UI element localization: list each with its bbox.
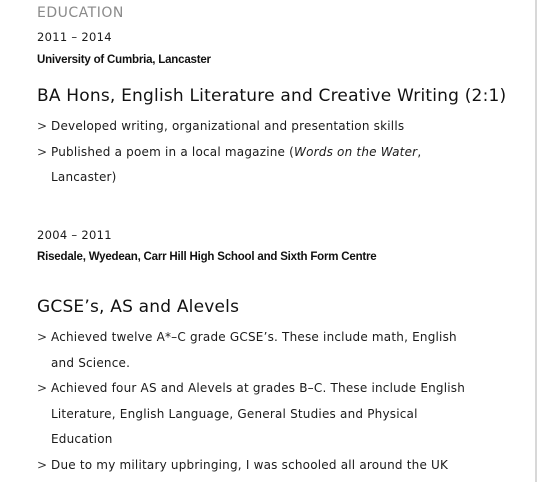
bullet-marker: > bbox=[37, 381, 48, 395]
magazine-title: Words on the Water bbox=[294, 144, 418, 159]
bullet-continuation: Lancaster) bbox=[51, 170, 117, 184]
entry-bullet-list bbox=[37, 325, 507, 478]
entry-qualification: BA Hons, English Literature and Creative Writing (2:1) bbox=[37, 86, 507, 106]
bullet-marker: > bbox=[37, 119, 48, 133]
entry-qualification: GCSE’s, AS and Alevels bbox=[37, 297, 240, 317]
entry-institution: Risedale, Wyedean, Carr Hill High School and Sixth Form Centre bbox=[37, 251, 377, 263]
bullet-text: Due to my military upbringing, I was schooled all around the UK bbox=[51, 457, 449, 472]
bullet-text: Published a poem in a local magazine ( bbox=[51, 144, 295, 159]
section-heading-education: EDUCATION bbox=[37, 5, 124, 21]
list-item bbox=[37, 140, 507, 191]
bullet-marker: > bbox=[37, 330, 48, 344]
list-item bbox=[37, 325, 507, 376]
bullet-text: , bbox=[417, 144, 422, 159]
list-item bbox=[37, 376, 507, 453]
list-item bbox=[37, 453, 507, 479]
bullet-marker: > bbox=[37, 457, 48, 472]
bullet-text: Achieved four AS and Alevels at grades B–C. These include English bbox=[51, 381, 466, 395]
bullet-text: Developed writing, organizational and presentation skills bbox=[51, 119, 405, 133]
bullet-continuation: Education bbox=[51, 432, 113, 446]
bullet-marker: > bbox=[37, 144, 48, 159]
bullet-continuation: and Science. bbox=[51, 355, 131, 370]
entry-bullet-list bbox=[37, 114, 507, 191]
entry-dates: 2011 – 2014 bbox=[37, 30, 112, 44]
bullet-text: Achieved twelve A*–C grade GCSE’s. These include math, English bbox=[51, 330, 457, 344]
bullet-continuation: Literature, English Language, General Studies and Physical bbox=[51, 406, 418, 421]
entry-dates: 2004 – 2011 bbox=[37, 228, 112, 242]
list-item bbox=[37, 114, 507, 140]
entry-institution: University of Cumbria, Lancaster bbox=[37, 54, 211, 66]
